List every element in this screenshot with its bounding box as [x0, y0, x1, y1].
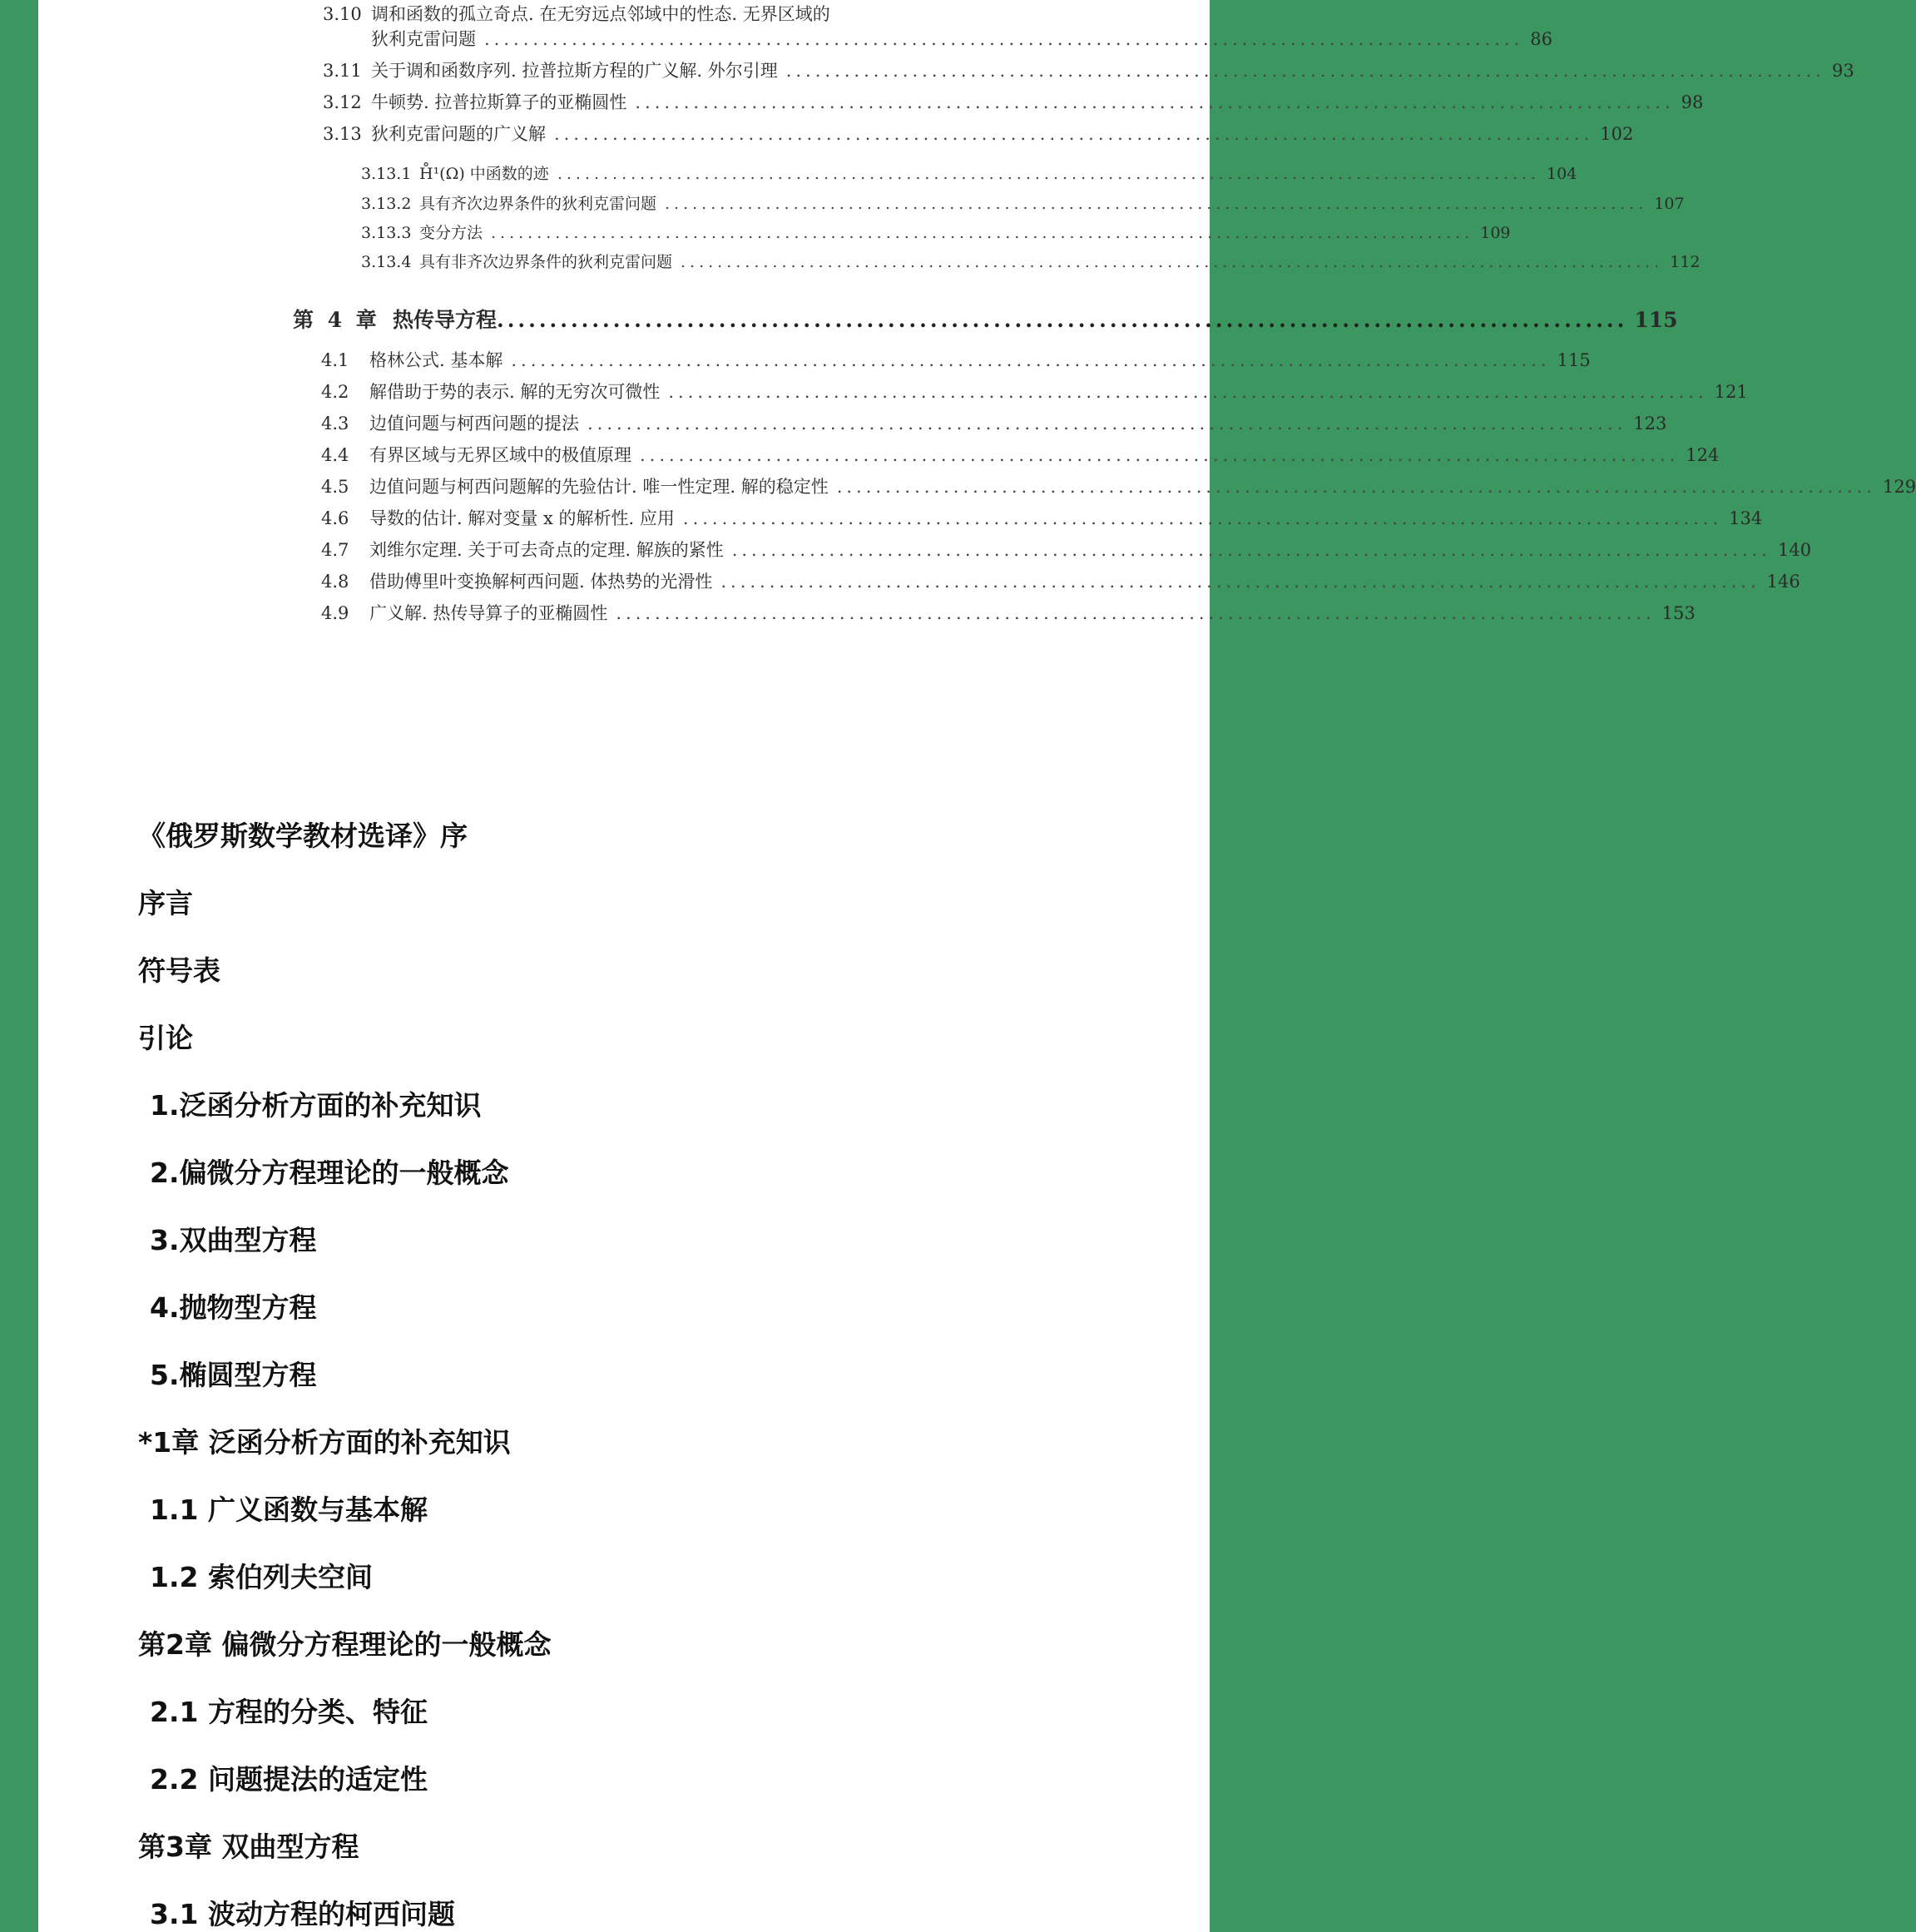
outline-item: 3.双曲型方程	[150, 1224, 317, 1256]
outline-item: 《俄罗斯数学教材选译》序	[138, 820, 468, 852]
toc-entry-page: 107	[1654, 195, 1685, 213]
toc-entry-number: 4.4	[321, 445, 349, 465]
toc-entry-title: 具有非齐次边界条件的狄利克雷问题	[419, 253, 673, 271]
outline-item: 序言	[138, 887, 193, 919]
toc-entry-page: 153	[1661, 603, 1696, 623]
toc-entry-number: 4.3	[321, 414, 349, 433]
toc-entry-title: 调和函数的孤立奇点. 在无穷远点邻域中的性态. 无界区域的	[371, 4, 830, 24]
toc-entry-number: 3.13.4	[361, 253, 412, 271]
toc-entry	[323, 0, 1047, 25]
toc-entry-page: 86	[1530, 29, 1552, 49]
toc-subentry	[361, 219, 1511, 244]
toc-entry-page: 98	[1681, 92, 1704, 112]
toc-entry-number: 4.5	[321, 477, 349, 497]
toc-entry-title: 刘维尔定理. 关于可去奇点的定理. 解族的紧性	[369, 540, 724, 560]
toc-entry-number: 4.2	[321, 382, 349, 402]
toc-entry	[323, 88, 1704, 113]
toc-entry-number: 3.13.1	[361, 165, 412, 183]
toc-entry-number: 3.13.3	[361, 224, 412, 242]
dot-leader: ...........................................................................................................	[497, 308, 1628, 332]
toc-entry	[323, 25, 1552, 50]
toc-entry-page: 129	[1882, 477, 1916, 497]
toc-chapter-number: 第 4 章	[293, 308, 380, 332]
toc-entry-title: 有界区域与无界区域中的极值原理	[369, 445, 631, 465]
toc-entry	[321, 504, 1763, 529]
toc-entry-title: 狄利克雷问题的广义解	[371, 124, 546, 144]
toc-entry-page: 109	[1480, 224, 1511, 242]
outline-item: 2.1 方程的分类、特征	[150, 1696, 428, 1728]
toc-entry-number: 4.6	[321, 508, 349, 528]
toc-entry-page: 123	[1633, 414, 1667, 433]
outline-item: 4.抛物型方程	[150, 1291, 317, 1324]
toc-entry-title: 边值问题与柯西问题解的先验估计. 唯一性定理. 解的稳定性	[369, 477, 829, 497]
dot-leader: ...........................................................................................................	[731, 540, 1771, 560]
toc-entry-title: 具有齐次边界条件的狄利克雷问题	[419, 195, 657, 213]
toc-entry-number: 4.1	[321, 350, 349, 370]
toc-entry	[321, 441, 1720, 466]
dot-leader: ...........................................................................................................	[665, 195, 1648, 213]
toc-entry-page: 115	[1557, 350, 1591, 370]
outline-item: 5.椭圆型方程	[150, 1359, 317, 1391]
dot-leader: ...........................................................................................................	[554, 124, 1594, 144]
toc-entry-page: 124	[1686, 445, 1720, 465]
toc-chapter-title: 热传导方程	[393, 308, 498, 332]
toc-subentry	[361, 248, 1701, 273]
outline-item: *1章 泛函分析方面的补充知识	[138, 1426, 511, 1459]
toc-entry-number: 3.13.2	[361, 195, 412, 213]
toc-entry	[321, 567, 1800, 592]
toc-entry-page: 134	[1729, 508, 1763, 528]
toc-entry-number: 3.13	[323, 124, 362, 144]
toc-entry-page: 146	[1766, 572, 1800, 592]
toc-scan	[38, 0, 1916, 641]
dot-leader: ...........................................................................................................	[682, 508, 1723, 528]
toc-entry-page: 140	[1777, 540, 1812, 560]
toc-entry-number: 4.7	[321, 540, 349, 560]
toc-chapter	[293, 306, 1678, 332]
dot-leader: ...........................................................................................................	[484, 29, 1524, 49]
outline-item: 引论	[138, 1022, 193, 1054]
toc-entry	[321, 599, 1696, 624]
outline-item: 第3章 双曲型方程	[138, 1830, 359, 1863]
toc-entry-page: 121	[1714, 382, 1748, 402]
toc-entry-title: 格林公式. 基本解	[369, 350, 503, 370]
dot-leader: ...........................................................................................................	[491, 224, 1474, 242]
toc-entry-title: 关于调和函数序列. 拉普拉斯方程的广义解. 外尔引理	[371, 61, 778, 81]
dot-leader: ...........................................................................................................	[635, 92, 1675, 112]
outline-item: 1.泛函分析方面的补充知识	[150, 1089, 482, 1122]
outline-item: 3.1 波动方程的柯西问题	[150, 1898, 455, 1930]
dot-leader: ...........................................................................................................	[640, 445, 1680, 465]
dot-leader: ...........................................................................................................	[587, 414, 1627, 433]
outline-item: 1.2 索伯列夫空间	[150, 1561, 373, 1593]
toc-entry	[323, 120, 1634, 145]
outline-item: 2.偏微分方程理论的一般概念	[150, 1157, 509, 1189]
toc-entry-title: 牛顿势. 拉普拉斯算子的亚椭圆性	[371, 92, 627, 112]
toc-entry	[323, 57, 1854, 82]
toc-entry-number: 3.11	[323, 61, 362, 81]
toc-entry-number: 3.10	[323, 4, 362, 24]
toc-entry	[321, 536, 1812, 561]
toc-entry-page: 104	[1547, 165, 1577, 183]
toc-entry-page: 112	[1670, 253, 1701, 271]
toc-entry	[321, 473, 1916, 498]
outline-item: 2.2 问题提法的适定性	[150, 1763, 428, 1796]
dot-leader: ...........................................................................................................	[836, 477, 1876, 497]
dot-leader: ...........................................................................................................	[785, 61, 1825, 81]
toc-entry	[321, 378, 1748, 403]
toc-entry-title: 导数的估计. 解对变量 x 的解析性. 应用	[369, 508, 675, 528]
toc-entry-page: 93	[1831, 61, 1854, 81]
toc-entry-title: 边值问题与柯西问题的提法	[369, 414, 579, 433]
toc-entry-title: 广义解. 热传导算子的亚椭圆性	[369, 603, 608, 623]
toc-entry-page: 102	[1600, 124, 1634, 144]
document-page	[38, 0, 1916, 1932]
dot-leader: ...........................................................................................................	[511, 350, 1551, 370]
dot-leader: ...........................................................................................................	[557, 165, 1541, 183]
toc-entry	[321, 346, 1591, 371]
dot-leader: ...........................................................................................................	[681, 253, 1664, 271]
toc-entry-title: 解借助于势的表示. 解的无穷次可微性	[369, 382, 661, 402]
toc-entry-title: 变分方法	[419, 224, 483, 242]
toc-subentry	[361, 160, 1577, 185]
outline-item: 符号表	[138, 954, 220, 987]
toc-entry	[321, 409, 1667, 434]
dot-leader: ...........................................................................................................	[720, 572, 1760, 592]
outline-item: 1.1 广义函数与基本解	[150, 1494, 428, 1526]
toc-entry-title: 狄利克雷问题	[371, 29, 476, 49]
toc-chapter-page: 115	[1634, 308, 1678, 332]
toc-entry-number: 4.8	[321, 572, 349, 592]
toc-entry-number: 3.12	[323, 92, 362, 112]
dot-leader: ...........................................................................................................	[668, 382, 1708, 402]
toc-entry-number: 4.9	[321, 603, 349, 623]
toc-entry-title: 借助傅里叶变换解柯西问题. 体热势的光滑性	[369, 572, 713, 592]
toc-subentry	[361, 190, 1685, 215]
toc-entry-title: H̊¹(Ω) 中函数的迹	[419, 165, 549, 183]
outline-item: 第2章 偏微分方程理论的一般概念	[138, 1628, 552, 1661]
dot-leader: ...........................................................................................................	[616, 603, 1656, 623]
